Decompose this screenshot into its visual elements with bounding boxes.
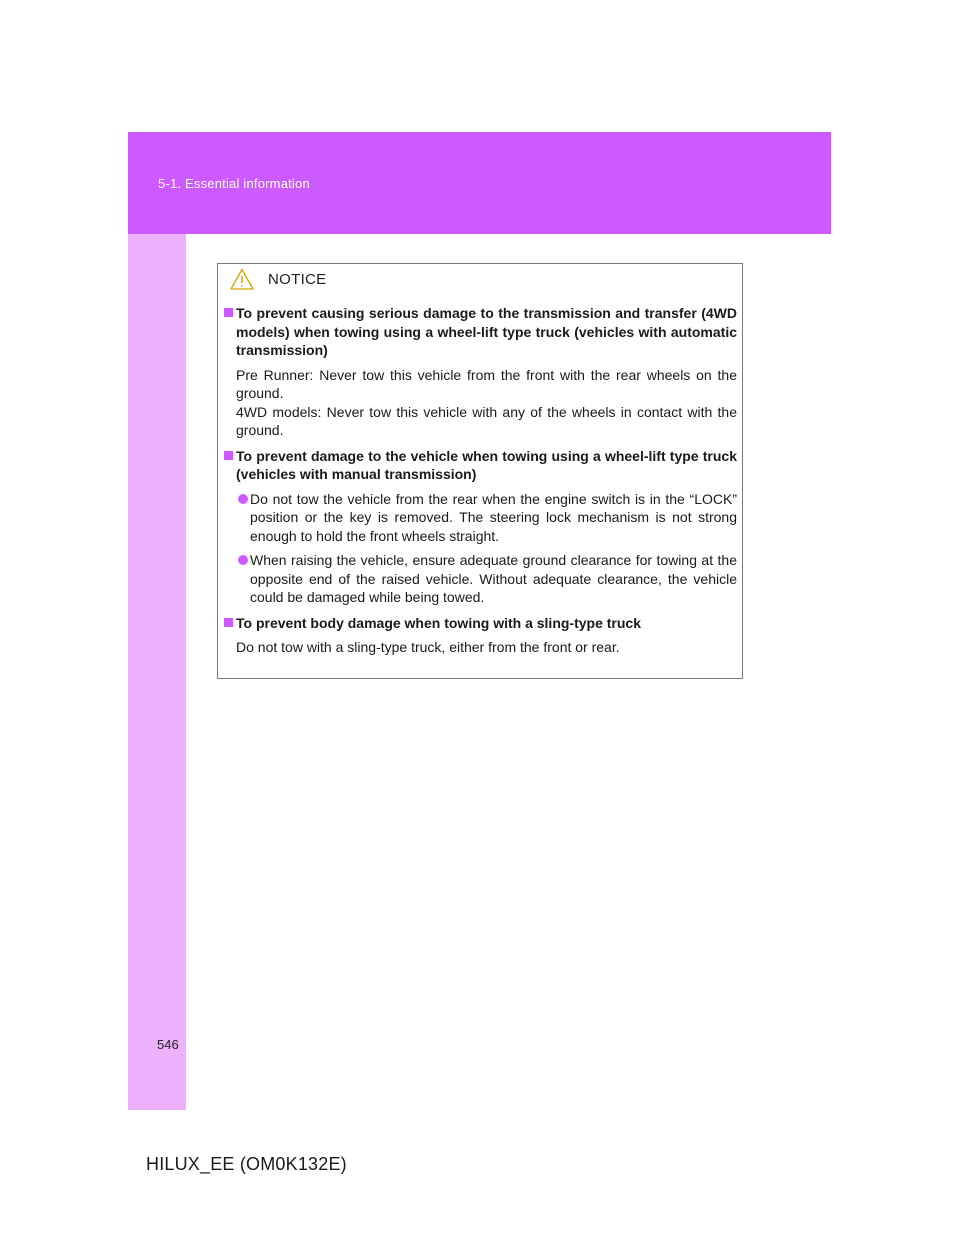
notice-item-title: To prevent damage to the vehicle when towing using a wheel-lift type truck (vehicles with manual transmission) (236, 447, 737, 482)
section-header-band (128, 132, 831, 234)
notice-text-line: Pre Runner: Never tow this vehicle from the front with the rear wheels on the ground. (236, 366, 737, 401)
notice-item (224, 304, 737, 440)
notice-item-title: To prevent causing serious damage to the transmission and transfer (4WD models) when towing using a wheel-lift type truck (vehicles with automatic transmission) (236, 305, 737, 358)
notice-text-line: 4WD models: Never tow this vehicle with any of the wheels in contact with the ground. (236, 403, 737, 438)
notice-item-text (236, 366, 737, 440)
notice-bullet (236, 490, 737, 546)
notice-bullet-text: Do not tow the vehicle from the rear when the engine switch is in the “LOCK” position or the key is removed. The steering lock mechanism is not strong enough to hold the front wheels straight. (250, 490, 737, 544)
notice-bullet-text: When raising the vehicle, ensure adequate ground clearance for towing at the opposite end of the raised vehicle. Without adequate clearance, the vehicle could be damaged while being towed. (250, 552, 737, 605)
notice-header (230, 268, 326, 290)
notice-title: NOTICE (268, 270, 327, 288)
circle-bullet-icon (238, 555, 248, 565)
notice-bullet (236, 551, 737, 607)
side-tab-strip (128, 234, 186, 1110)
warning-triangle-icon (230, 268, 254, 290)
circle-bullet-icon (238, 494, 248, 504)
notice-item-text: Do not tow with a sling-type truck, either from the front or rear. (236, 639, 620, 655)
page-number: 546 (157, 1037, 179, 1052)
square-bullet-icon (224, 308, 233, 317)
notice-item (224, 614, 737, 657)
notice-item-title: To prevent body damage when towing with a sling-type truck (236, 614, 642, 631)
notice-box (217, 263, 743, 679)
manual-id-footer: HILUX_EE (OM0K132E) (146, 1154, 347, 1174)
square-bullet-icon (224, 618, 233, 627)
notice-body (224, 304, 737, 664)
section-title: 5-1. Essential information (158, 176, 310, 191)
notice-item (224, 447, 737, 607)
square-bullet-icon (224, 451, 233, 460)
